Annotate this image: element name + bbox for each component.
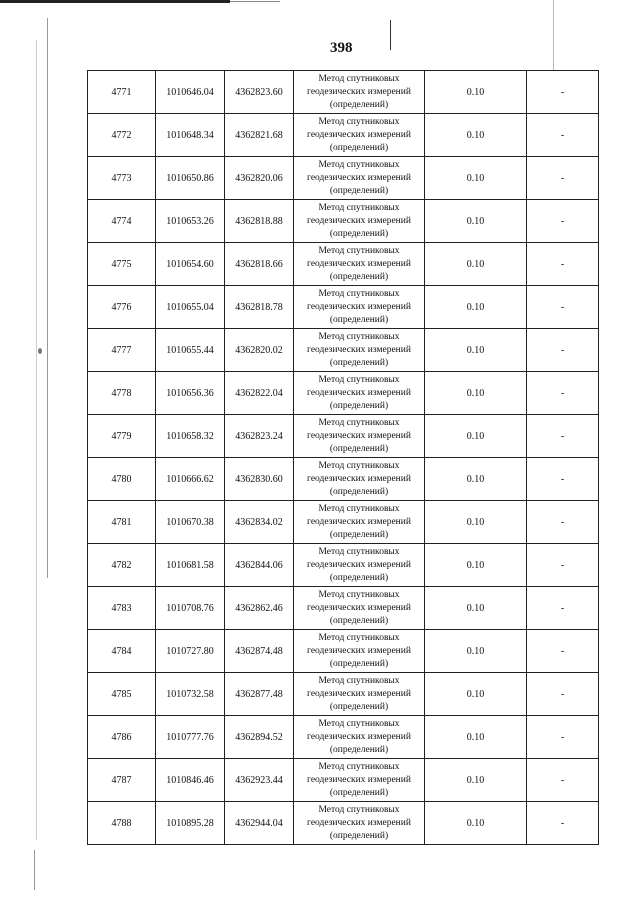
precision-text: 0.10 — [466, 774, 485, 786]
x-coordinate-text: 1010846.46 — [166, 774, 214, 786]
point-number-text: 4786 — [111, 731, 132, 743]
point-number-text: 4778 — [111, 387, 132, 399]
scan-header-mark — [390, 20, 391, 50]
table-row — [88, 630, 599, 673]
x-coordinate-cell — [156, 243, 225, 286]
precision-text: 0.10 — [466, 645, 485, 657]
method-text: Метод спутниковых геодезических измерений (определений) — [307, 374, 411, 411]
note-cell — [527, 458, 599, 501]
x-coordinate-text: 1010666.62 — [166, 473, 214, 485]
x-coordinate-cell — [156, 114, 225, 157]
precision-cell — [425, 415, 527, 458]
method-cell — [294, 243, 425, 286]
note-cell — [527, 802, 599, 845]
method-text: Метод спутниковых геодезических измерений (определений) — [307, 675, 411, 712]
note-text: - — [560, 559, 565, 571]
y-coordinate-cell — [225, 716, 294, 759]
method-cell — [294, 587, 425, 630]
scan-right-margin-line — [553, 0, 554, 70]
y-coordinate-cell — [225, 200, 294, 243]
point-number-cell — [88, 759, 156, 802]
y-coordinate-cell — [225, 286, 294, 329]
note-cell — [527, 157, 599, 200]
x-coordinate-cell — [156, 716, 225, 759]
y-coordinate-text: 4362820.06 — [235, 172, 283, 184]
x-coordinate-cell — [156, 544, 225, 587]
precision-text: 0.10 — [466, 129, 485, 141]
method-text: Метод спутниковых геодезических измерений (определений) — [307, 288, 411, 325]
coordinates-table — [87, 70, 599, 845]
y-coordinate-cell — [225, 759, 294, 802]
y-coordinate-cell — [225, 372, 294, 415]
note-text: - — [560, 688, 565, 700]
note-text: - — [560, 731, 565, 743]
note-text: - — [560, 430, 565, 442]
note-cell — [527, 71, 599, 114]
method-cell — [294, 673, 425, 716]
y-coordinate-cell — [225, 501, 294, 544]
y-coordinate-text: 4362862.46 — [235, 602, 283, 614]
x-coordinate-cell — [156, 630, 225, 673]
point-number-cell — [88, 458, 156, 501]
note-cell — [527, 587, 599, 630]
x-coordinate-text: 1010670.38 — [166, 516, 214, 528]
table-row — [88, 759, 599, 802]
y-coordinate-cell — [225, 802, 294, 845]
point-number-cell — [88, 71, 156, 114]
point-number-cell — [88, 372, 156, 415]
point-number-cell — [88, 501, 156, 544]
point-number-text: 4774 — [111, 215, 132, 227]
x-coordinate-cell — [156, 157, 225, 200]
x-coordinate-text: 1010727.80 — [166, 645, 214, 657]
scan-left-bottom-line — [34, 850, 35, 890]
y-coordinate-text: 4362877.48 — [235, 688, 283, 700]
y-coordinate-text: 4362894.52 — [235, 731, 283, 743]
precision-text: 0.10 — [466, 301, 485, 313]
y-coordinate-cell — [225, 114, 294, 157]
y-coordinate-cell — [225, 587, 294, 630]
y-coordinate-text: 4362821.68 — [235, 129, 283, 141]
y-coordinate-text: 4362822.04 — [235, 387, 283, 399]
precision-cell — [425, 544, 527, 587]
y-coordinate-text: 4362830.60 — [235, 473, 283, 485]
y-coordinate-text: 4362818.88 — [235, 215, 283, 227]
x-coordinate-text: 1010708.76 — [166, 602, 214, 614]
point-number-text: 4785 — [111, 688, 132, 700]
table-row — [88, 415, 599, 458]
table-row — [88, 458, 599, 501]
precision-text: 0.10 — [466, 516, 485, 528]
method-text: Метод спутниковых геодезических измерений (определений) — [307, 589, 411, 626]
precision-cell — [425, 71, 527, 114]
note-text: - — [560, 774, 565, 786]
note-text: - — [560, 258, 565, 270]
precision-cell — [425, 372, 527, 415]
x-coordinate-text: 1010732.58 — [166, 688, 214, 700]
precision-cell — [425, 329, 527, 372]
y-coordinate-text: 4362944.04 — [235, 817, 283, 829]
note-text: - — [560, 129, 565, 141]
note-text: - — [560, 301, 565, 313]
x-coordinate-cell — [156, 415, 225, 458]
note-text: - — [560, 344, 565, 356]
note-text: - — [560, 516, 565, 528]
y-coordinate-text: 4362818.78 — [235, 301, 283, 313]
method-text: Метод спутниковых геодезических измерений (определений) — [307, 116, 411, 153]
method-cell — [294, 415, 425, 458]
x-coordinate-text: 1010656.36 — [166, 387, 214, 399]
y-coordinate-text: 4362923.44 — [235, 774, 283, 786]
point-number-text: 4784 — [111, 645, 132, 657]
coordinates-table-body — [88, 71, 599, 845]
point-number-cell — [88, 587, 156, 630]
table-row — [88, 544, 599, 587]
x-coordinate-cell — [156, 286, 225, 329]
point-number-cell — [88, 544, 156, 587]
method-text: Метод спутниковых геодезических измерений (определений) — [307, 546, 411, 583]
x-coordinate-text: 1010777.76 — [166, 731, 214, 743]
point-number-cell — [88, 329, 156, 372]
note-text: - — [560, 172, 565, 184]
point-number-text: 4781 — [111, 516, 132, 528]
method-text: Метод спутниковых геодезических измерений (определений) — [307, 718, 411, 755]
precision-text: 0.10 — [466, 688, 485, 700]
point-number-text: 4777 — [111, 344, 132, 356]
method-cell — [294, 759, 425, 802]
table-row — [88, 372, 599, 415]
point-number-text: 4772 — [111, 129, 132, 141]
x-coordinate-cell — [156, 329, 225, 372]
method-text: Метод спутниковых геодезических измерений (определений) — [307, 632, 411, 669]
method-text: Метод спутниковых геодезических измерений (определений) — [307, 331, 411, 368]
point-number-cell — [88, 243, 156, 286]
y-coordinate-text: 4362823.24 — [235, 430, 283, 442]
precision-text: 0.10 — [466, 387, 485, 399]
y-coordinate-cell — [225, 630, 294, 673]
precision-text: 0.10 — [466, 602, 485, 614]
table-row — [88, 587, 599, 630]
note-cell — [527, 114, 599, 157]
method-cell — [294, 71, 425, 114]
note-text: - — [560, 86, 565, 98]
y-coordinate-cell — [225, 458, 294, 501]
method-text: Метод спутниковых геодезических измерений (определений) — [307, 761, 411, 798]
y-coordinate-cell — [225, 544, 294, 587]
method-cell — [294, 157, 425, 200]
precision-cell — [425, 243, 527, 286]
point-number-cell — [88, 157, 156, 200]
note-cell — [527, 501, 599, 544]
y-coordinate-cell — [225, 157, 294, 200]
point-number-text: 4782 — [111, 559, 132, 571]
note-cell — [527, 200, 599, 243]
x-coordinate-cell — [156, 372, 225, 415]
scan-top-edge-fade — [230, 1, 280, 2]
point-number-cell — [88, 200, 156, 243]
note-cell — [527, 415, 599, 458]
method-cell — [294, 200, 425, 243]
note-cell — [527, 544, 599, 587]
note-text: - — [560, 645, 565, 657]
precision-cell — [425, 673, 527, 716]
method-text: Метод спутниковых геодезических измерений (определений) — [307, 804, 411, 841]
method-cell — [294, 114, 425, 157]
x-coordinate-text: 1010895.28 — [166, 817, 214, 829]
precision-cell — [425, 501, 527, 544]
x-coordinate-cell — [156, 458, 225, 501]
table-row — [88, 802, 599, 845]
precision-cell — [425, 286, 527, 329]
precision-cell — [425, 759, 527, 802]
point-number-cell — [88, 802, 156, 845]
method-text: Метод спутниковых геодезических измерений (определений) — [307, 503, 411, 540]
precision-text: 0.10 — [466, 215, 485, 227]
precision-text: 0.10 — [466, 430, 485, 442]
y-coordinate-cell — [225, 329, 294, 372]
method-cell — [294, 329, 425, 372]
point-number-text: 4783 — [111, 602, 132, 614]
note-text: - — [560, 215, 565, 227]
x-coordinate-cell — [156, 802, 225, 845]
page-number: 398 — [330, 40, 353, 56]
method-cell — [294, 372, 425, 415]
y-coordinate-text: 4362818.66 — [235, 258, 283, 270]
x-coordinate-text: 1010681.58 — [166, 559, 214, 571]
note-cell — [527, 716, 599, 759]
point-number-text: 4771 — [111, 86, 132, 98]
x-coordinate-text: 1010654.60 — [166, 258, 214, 270]
method-text: Метод спутниковых геодезических измерений (определений) — [307, 245, 411, 282]
point-number-text: 4780 — [111, 473, 132, 485]
table-row — [88, 243, 599, 286]
precision-text: 0.10 — [466, 817, 485, 829]
y-coordinate-cell — [225, 415, 294, 458]
note-cell — [527, 329, 599, 372]
note-text: - — [560, 602, 565, 614]
scan-left-margin-line-faint — [36, 40, 37, 840]
y-coordinate-text: 4362844.06 — [235, 559, 283, 571]
precision-cell — [425, 200, 527, 243]
precision-cell — [425, 630, 527, 673]
note-cell — [527, 759, 599, 802]
point-number-text: 4779 — [111, 430, 132, 442]
precision-cell — [425, 458, 527, 501]
x-coordinate-text: 1010648.34 — [166, 129, 214, 141]
scan-speck — [38, 348, 42, 354]
y-coordinate-cell — [225, 243, 294, 286]
point-number-cell — [88, 630, 156, 673]
note-cell — [527, 243, 599, 286]
table-row — [88, 716, 599, 759]
x-coordinate-text: 1010653.26 — [166, 215, 214, 227]
point-number-text: 4788 — [111, 817, 132, 829]
precision-text: 0.10 — [466, 172, 485, 184]
precision-text: 0.10 — [466, 86, 485, 98]
y-coordinate-cell — [225, 71, 294, 114]
x-coordinate-text: 1010650.86 — [166, 172, 214, 184]
precision-text: 0.10 — [466, 559, 485, 571]
precision-text: 0.10 — [466, 344, 485, 356]
point-number-cell — [88, 415, 156, 458]
x-coordinate-text: 1010655.04 — [166, 301, 214, 313]
table-row — [88, 157, 599, 200]
x-coordinate-cell — [156, 759, 225, 802]
note-text: - — [560, 817, 565, 829]
point-number-text: 4775 — [111, 258, 132, 270]
point-number-text: 4773 — [111, 172, 132, 184]
point-number-cell — [88, 286, 156, 329]
method-cell — [294, 501, 425, 544]
table-row — [88, 71, 599, 114]
note-text: - — [560, 473, 565, 485]
x-coordinate-cell — [156, 673, 225, 716]
scan-top-edge-line — [0, 0, 230, 3]
x-coordinate-cell — [156, 587, 225, 630]
method-cell — [294, 630, 425, 673]
precision-text: 0.10 — [466, 473, 485, 485]
table-row — [88, 286, 599, 329]
method-cell — [294, 716, 425, 759]
point-number-cell — [88, 114, 156, 157]
y-coordinate-text: 4362834.02 — [235, 516, 283, 528]
y-coordinate-text: 4362823.60 — [235, 86, 283, 98]
note-cell — [527, 630, 599, 673]
y-coordinate-text: 4362874.48 — [235, 645, 283, 657]
x-coordinate-cell — [156, 501, 225, 544]
precision-cell — [425, 114, 527, 157]
precision-cell — [425, 157, 527, 200]
x-coordinate-cell — [156, 200, 225, 243]
x-coordinate-cell — [156, 71, 225, 114]
table-row — [88, 200, 599, 243]
method-text: Метод спутниковых геодезических измерений (определений) — [307, 159, 411, 196]
point-number-cell — [88, 716, 156, 759]
table-row — [88, 329, 599, 372]
note-cell — [527, 372, 599, 415]
method-cell — [294, 802, 425, 845]
method-text: Метод спутниковых геодезических измерений (определений) — [307, 202, 411, 239]
precision-cell — [425, 802, 527, 845]
method-cell — [294, 286, 425, 329]
precision-text: 0.10 — [466, 258, 485, 270]
table-row — [88, 673, 599, 716]
point-number-text: 4787 — [111, 774, 132, 786]
x-coordinate-text: 1010655.44 — [166, 344, 214, 356]
x-coordinate-text: 1010646.04 — [166, 86, 214, 98]
method-cell — [294, 544, 425, 587]
precision-text: 0.10 — [466, 731, 485, 743]
precision-cell — [425, 716, 527, 759]
point-number-cell — [88, 673, 156, 716]
note-text: - — [560, 387, 565, 399]
table-row — [88, 114, 599, 157]
method-text: Метод спутниковых геодезических измерений (определений) — [307, 460, 411, 497]
table-row — [88, 501, 599, 544]
method-cell — [294, 458, 425, 501]
method-text: Метод спутниковых геодезических измерений (определений) — [307, 73, 411, 110]
note-cell — [527, 286, 599, 329]
note-cell — [527, 673, 599, 716]
y-coordinate-cell — [225, 673, 294, 716]
precision-cell — [425, 587, 527, 630]
x-coordinate-text: 1010658.32 — [166, 430, 214, 442]
method-text: Метод спутниковых геодезических измерений (определений) — [307, 417, 411, 454]
point-number-text: 4776 — [111, 301, 132, 313]
scan-left-margin-line — [47, 18, 48, 578]
y-coordinate-text: 4362820.02 — [235, 344, 283, 356]
